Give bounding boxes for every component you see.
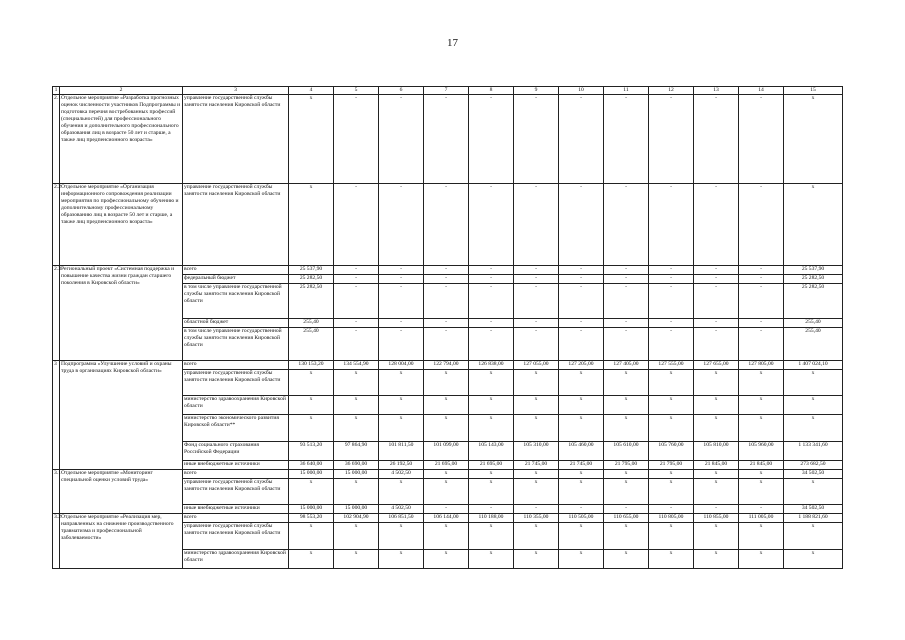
amount-cell: - bbox=[739, 95, 784, 184]
amount-cell: - bbox=[649, 184, 694, 266]
amount-cell: x bbox=[649, 470, 694, 479]
amount-cell: - bbox=[649, 328, 694, 361]
amount-cell: - bbox=[604, 184, 649, 266]
amount-cell: 21 795,00 bbox=[604, 461, 649, 470]
amount-cell: - bbox=[739, 319, 784, 328]
amount-cell: 25 282,50 bbox=[289, 275, 334, 284]
amount-cell: - bbox=[514, 505, 559, 514]
amount-cell: 106 851,50 bbox=[379, 514, 424, 523]
table-row bbox=[53, 361, 843, 370]
amount-cell: x bbox=[559, 550, 604, 569]
amount-cell: 26 192,50 bbox=[379, 461, 424, 470]
amount-cell: - bbox=[514, 284, 559, 319]
amount-cell: 34 502,50 bbox=[784, 470, 843, 479]
amount-cell: x bbox=[784, 95, 843, 184]
amount-cell: 102 904,90 bbox=[334, 514, 379, 523]
funding-source: министерство экономического развития Кировской области** bbox=[183, 415, 289, 442]
amount-cell: - bbox=[604, 319, 649, 328]
amount-cell: x bbox=[469, 370, 514, 396]
header-cell: 7 bbox=[424, 87, 469, 95]
header-cell: 4 bbox=[289, 87, 334, 95]
header-cell: 11 bbox=[604, 87, 649, 95]
amount-cell: - bbox=[604, 266, 649, 275]
amount-cell: x bbox=[424, 550, 469, 569]
amount-cell: 25 282,50 bbox=[289, 284, 334, 319]
amount-cell: x bbox=[469, 415, 514, 442]
header-cell: 13 bbox=[694, 87, 739, 95]
amount-cell: x bbox=[559, 479, 604, 505]
amount-cell: 106 144,00 bbox=[424, 514, 469, 523]
amount-cell: - bbox=[694, 328, 739, 361]
row-number: 2.2 bbox=[53, 184, 60, 266]
amount-cell: x bbox=[739, 550, 784, 569]
amount-cell: 25 282,50 bbox=[784, 275, 843, 284]
header-cell: 15 bbox=[784, 87, 843, 95]
amount-cell: - bbox=[514, 266, 559, 275]
amount-cell: x bbox=[379, 396, 424, 415]
amount-cell: x bbox=[289, 396, 334, 415]
amount-cell: - bbox=[424, 284, 469, 319]
amount-cell: - bbox=[559, 95, 604, 184]
amount-cell: - bbox=[514, 184, 559, 266]
header-row bbox=[53, 87, 843, 95]
row-number: 2.1 bbox=[53, 95, 60, 184]
amount-cell: - bbox=[649, 505, 694, 514]
amount-cell: x bbox=[379, 550, 424, 569]
amount-cell: x bbox=[469, 550, 514, 569]
amount-cell: - bbox=[739, 328, 784, 361]
amount-cell: - bbox=[424, 275, 469, 284]
amount-cell: x bbox=[334, 370, 379, 396]
header-cell: 2 bbox=[60, 87, 183, 95]
budget-table bbox=[52, 86, 843, 569]
amount-cell: - bbox=[469, 266, 514, 275]
amount-cell: - bbox=[559, 184, 604, 266]
amount-cell: - bbox=[334, 328, 379, 361]
amount-cell: x bbox=[694, 470, 739, 479]
table-row bbox=[53, 95, 843, 184]
amount-cell: - bbox=[379, 275, 424, 284]
amount-cell: 21 845,00 bbox=[694, 461, 739, 470]
amount-cell: x bbox=[514, 550, 559, 569]
amount-cell: - bbox=[559, 275, 604, 284]
amount-cell: x bbox=[424, 415, 469, 442]
measure-name: Отдельное мероприятие «Разработка прогнозных оценок численности участников Подпрограммы и подготовка перечня востребованных профессий (специальностей) для профессионального обучения и дополнительного профессионального образования лиц в возрасте 50 лет и старше, а также лиц предпенсионного возраста» bbox=[60, 95, 183, 184]
row-number: 3.1 bbox=[53, 470, 60, 514]
amount-cell: - bbox=[334, 184, 379, 266]
amount-cell: x bbox=[604, 550, 649, 569]
amount-cell: x bbox=[649, 479, 694, 505]
amount-cell: - bbox=[739, 266, 784, 275]
amount-cell: x bbox=[469, 523, 514, 550]
amount-cell: - bbox=[694, 505, 739, 514]
amount-cell: - bbox=[334, 319, 379, 328]
header-cell: 3 bbox=[183, 87, 289, 95]
amount-cell: x bbox=[379, 479, 424, 505]
amount-cell: x bbox=[649, 523, 694, 550]
amount-cell: - bbox=[379, 95, 424, 184]
amount-cell: 110 805,00 bbox=[649, 514, 694, 523]
amount-cell: x bbox=[559, 470, 604, 479]
amount-cell: 110 505,00 bbox=[559, 514, 604, 523]
amount-cell: - bbox=[424, 184, 469, 266]
amount-cell: 15 000,00 bbox=[334, 505, 379, 514]
amount-cell: 15 000,00 bbox=[289, 470, 334, 479]
amount-cell: - bbox=[469, 284, 514, 319]
amount-cell: x bbox=[334, 479, 379, 505]
amount-cell: x bbox=[784, 415, 843, 442]
amount-cell: - bbox=[694, 95, 739, 184]
amount-cell: 127 805,00 bbox=[739, 361, 784, 370]
amount-cell: x bbox=[739, 370, 784, 396]
amount-cell: 128 004,00 bbox=[379, 361, 424, 370]
amount-cell: x bbox=[334, 396, 379, 415]
amount-cell: 127 555,00 bbox=[649, 361, 694, 370]
amount-cell: 122 794,00 bbox=[424, 361, 469, 370]
amount-cell: - bbox=[649, 284, 694, 319]
funding-source: федеральный бюджет bbox=[183, 275, 289, 284]
amount-cell: x bbox=[604, 523, 649, 550]
funding-source: всего bbox=[183, 361, 289, 370]
table-row bbox=[53, 514, 843, 523]
amount-cell: - bbox=[334, 266, 379, 275]
amount-cell: x bbox=[784, 184, 843, 266]
amount-cell: 93 513,20 bbox=[289, 442, 334, 461]
amount-cell: - bbox=[604, 284, 649, 319]
amount-cell: - bbox=[514, 275, 559, 284]
amount-cell: x bbox=[424, 396, 469, 415]
amount-cell: - bbox=[559, 328, 604, 361]
measure-name: Отдельное мероприятие «Реализация мер, направленных на снижение производственного травматизма и профессиональной заболеваемости» bbox=[60, 514, 183, 569]
amount-cell: 21 845,00 bbox=[739, 461, 784, 470]
amount-cell: - bbox=[514, 319, 559, 328]
amount-cell: 255,40 bbox=[784, 319, 843, 328]
amount-cell: - bbox=[334, 284, 379, 319]
amount-cell: 15 000,00 bbox=[289, 505, 334, 514]
amount-cell: x bbox=[784, 479, 843, 505]
amount-cell: - bbox=[469, 184, 514, 266]
amount-cell: - bbox=[379, 284, 424, 319]
table-row bbox=[53, 266, 843, 275]
amount-cell: x bbox=[514, 523, 559, 550]
amount-cell: x bbox=[559, 370, 604, 396]
amount-cell: x bbox=[649, 550, 694, 569]
amount-cell: x bbox=[289, 550, 334, 569]
funding-source: министерство здравоохранения Кировской области bbox=[183, 396, 289, 415]
amount-cell: 1 188 821,60 bbox=[784, 514, 843, 523]
amount-cell: 97 864,90 bbox=[334, 442, 379, 461]
row-number: 3.2 bbox=[53, 514, 60, 569]
amount-cell: - bbox=[469, 328, 514, 361]
amount-cell: 36 690,00 bbox=[334, 461, 379, 470]
row-number: 3 bbox=[53, 361, 60, 470]
amount-cell: 255,40 bbox=[784, 328, 843, 361]
amount-cell: 110 355,00 bbox=[514, 514, 559, 523]
measure-name: Отдельное мероприятие «Мониторинг специальной оценки условий труда» bbox=[60, 470, 183, 514]
amount-cell: x bbox=[784, 523, 843, 550]
amount-cell: x bbox=[469, 479, 514, 505]
amount-cell: x bbox=[784, 370, 843, 396]
amount-cell: x bbox=[424, 370, 469, 396]
amount-cell: 127 655,00 bbox=[694, 361, 739, 370]
amount-cell: 21 695,00 bbox=[424, 461, 469, 470]
amount-cell: - bbox=[694, 184, 739, 266]
amount-cell: - bbox=[559, 284, 604, 319]
amount-cell: x bbox=[469, 396, 514, 415]
amount-cell: 110 655,00 bbox=[604, 514, 649, 523]
header-cell: 12 bbox=[649, 87, 694, 95]
amount-cell: 25 537,90 bbox=[784, 266, 843, 275]
amount-cell: x bbox=[604, 470, 649, 479]
table-row bbox=[53, 470, 843, 479]
amount-cell: 105 610,00 bbox=[604, 442, 649, 461]
amount-cell: 34 502,50 bbox=[784, 505, 843, 514]
funding-source: областной бюджет bbox=[183, 319, 289, 328]
amount-cell: 105 760,00 bbox=[649, 442, 694, 461]
amount-cell: x bbox=[424, 470, 469, 479]
amount-cell: x bbox=[289, 415, 334, 442]
amount-cell: x bbox=[694, 396, 739, 415]
amount-cell: x bbox=[694, 479, 739, 505]
amount-cell: 255,40 bbox=[289, 319, 334, 328]
amount-cell: x bbox=[469, 470, 514, 479]
amount-cell: x bbox=[289, 370, 334, 396]
header-cell: 9 bbox=[514, 87, 559, 95]
header-cell: 8 bbox=[469, 87, 514, 95]
header-cell: 5 bbox=[334, 87, 379, 95]
amount-cell: 4 502,50 bbox=[379, 505, 424, 514]
amount-cell: - bbox=[604, 95, 649, 184]
page-number: 17 bbox=[447, 37, 458, 49]
amount-cell: x bbox=[379, 370, 424, 396]
funding-source: управление государственной службы занятости населения Кировской области bbox=[183, 184, 289, 266]
amount-cell: - bbox=[694, 284, 739, 319]
amount-cell: 21 745,00 bbox=[559, 461, 604, 470]
amount-cell: - bbox=[649, 275, 694, 284]
amount-cell: x bbox=[424, 479, 469, 505]
header-cell: 1 bbox=[53, 87, 60, 95]
amount-cell: x bbox=[559, 396, 604, 415]
amount-cell: 4 502,50 bbox=[379, 470, 424, 479]
amount-cell: x bbox=[334, 523, 379, 550]
funding-source: всего bbox=[183, 514, 289, 523]
amount-cell: 101 811,50 bbox=[379, 442, 424, 461]
amount-cell: x bbox=[604, 370, 649, 396]
amount-cell: - bbox=[469, 275, 514, 284]
funding-source: иные внебюджетные источники bbox=[183, 505, 289, 514]
amount-cell: x bbox=[424, 523, 469, 550]
row-number: 2.3 bbox=[53, 266, 60, 361]
amount-cell: - bbox=[604, 328, 649, 361]
header-cell: 14 bbox=[739, 87, 784, 95]
amount-cell: - bbox=[334, 95, 379, 184]
amount-cell: - bbox=[559, 319, 604, 328]
funding-source: управление государственной службы занятости населения Кировской области bbox=[183, 523, 289, 550]
amount-cell: 15 000,00 bbox=[334, 470, 379, 479]
amount-cell: - bbox=[379, 328, 424, 361]
amount-cell: 105 460,00 bbox=[559, 442, 604, 461]
amount-cell: 110 855,00 bbox=[694, 514, 739, 523]
amount-cell: - bbox=[739, 275, 784, 284]
header-cell: 10 bbox=[559, 87, 604, 95]
amount-cell: 98 553,20 bbox=[289, 514, 334, 523]
amount-cell: - bbox=[424, 328, 469, 361]
header-cell: 6 bbox=[379, 87, 424, 95]
amount-cell: 255,40 bbox=[289, 328, 334, 361]
amount-cell: x bbox=[649, 396, 694, 415]
amount-cell: x bbox=[694, 415, 739, 442]
amount-cell: - bbox=[694, 319, 739, 328]
amount-cell: 127 405,00 bbox=[604, 361, 649, 370]
funding-source: в том числе управление государственной службы занятости населения Кировской области bbox=[183, 328, 289, 361]
amount-cell: 134 554,90 bbox=[334, 361, 379, 370]
measure-name: Отдельное мероприятие «Организация информационного сопровождения реализации мероприятия по профессиональному обучению и дополнительному профессиональному образованию лиц в возрасте 50 лет и старше, а также лиц предпенсионного возраста» bbox=[60, 184, 183, 266]
amount-cell: - bbox=[514, 95, 559, 184]
amount-cell: - bbox=[739, 184, 784, 266]
amount-cell: - bbox=[424, 95, 469, 184]
amount-cell: x bbox=[514, 415, 559, 442]
amount-cell: - bbox=[424, 505, 469, 514]
amount-cell: 21 745,00 bbox=[514, 461, 559, 470]
amount-cell: x bbox=[559, 523, 604, 550]
amount-cell: x bbox=[694, 370, 739, 396]
amount-cell: 105 810,00 bbox=[694, 442, 739, 461]
amount-cell: x bbox=[289, 523, 334, 550]
amount-cell: x bbox=[604, 396, 649, 415]
amount-cell: x bbox=[379, 415, 424, 442]
amount-cell: - bbox=[739, 284, 784, 319]
amount-cell: - bbox=[604, 275, 649, 284]
amount-cell: - bbox=[694, 266, 739, 275]
funding-source: управление государственной службы занятости населения Кировской области bbox=[183, 95, 289, 184]
amount-cell: x bbox=[604, 479, 649, 505]
amount-cell: 21 695,00 bbox=[469, 461, 514, 470]
funding-source: всего bbox=[183, 470, 289, 479]
amount-cell: - bbox=[469, 319, 514, 328]
amount-cell: - bbox=[469, 95, 514, 184]
funding-source: всего bbox=[183, 266, 289, 275]
amount-cell: 111 005,00 bbox=[739, 514, 784, 523]
funding-source: в том числе управление государственной службы занятости населения Кировской области bbox=[183, 284, 289, 319]
amount-cell: x bbox=[604, 415, 649, 442]
amount-cell: 110 188,00 bbox=[469, 514, 514, 523]
amount-cell: 25 282,50 bbox=[784, 284, 843, 319]
amount-cell: x bbox=[514, 479, 559, 505]
amount-cell: 36 640,00 bbox=[289, 461, 334, 470]
amount-cell: x bbox=[649, 370, 694, 396]
amount-cell: x bbox=[289, 479, 334, 505]
funding-source: Фонд социального страхования Российской Федерации bbox=[183, 442, 289, 461]
amount-cell: x bbox=[739, 396, 784, 415]
amount-cell: - bbox=[649, 266, 694, 275]
funding-source: министерство здравоохранения Кировской области bbox=[183, 550, 289, 569]
amount-cell: x bbox=[289, 95, 334, 184]
amount-cell: - bbox=[559, 505, 604, 514]
amount-cell: 127 205,00 bbox=[559, 361, 604, 370]
amount-cell: - bbox=[334, 275, 379, 284]
funding-source: управление государственной службы занятости населения Кировской области bbox=[183, 479, 289, 505]
amount-cell: - bbox=[739, 505, 784, 514]
amount-cell: - bbox=[649, 319, 694, 328]
amount-cell: x bbox=[514, 370, 559, 396]
amount-cell: 273 682,50 bbox=[784, 461, 843, 470]
amount-cell: - bbox=[379, 319, 424, 328]
amount-cell: - bbox=[604, 505, 649, 514]
amount-cell: - bbox=[379, 184, 424, 266]
amount-cell: - bbox=[469, 505, 514, 514]
amount-cell: x bbox=[559, 415, 604, 442]
amount-cell: x bbox=[694, 550, 739, 569]
amount-cell: 101 099,00 bbox=[424, 442, 469, 461]
amount-cell: - bbox=[424, 266, 469, 275]
amount-cell: x bbox=[514, 470, 559, 479]
amount-cell: x bbox=[289, 184, 334, 266]
table-row bbox=[53, 184, 843, 266]
amount-cell: 25 537,90 bbox=[289, 266, 334, 275]
funding-source: управление государственной службы занятости населения Кировской области bbox=[183, 370, 289, 396]
amount-cell: 105 143,00 bbox=[469, 442, 514, 461]
amount-cell: - bbox=[514, 328, 559, 361]
amount-cell: - bbox=[694, 275, 739, 284]
amount-cell: - bbox=[559, 266, 604, 275]
amount-cell: x bbox=[334, 550, 379, 569]
funding-source: иные внебюджетные источники bbox=[183, 461, 289, 470]
amount-cell: 1 407 024,10 bbox=[784, 361, 843, 370]
amount-cell: x bbox=[379, 523, 424, 550]
amount-cell: x bbox=[649, 415, 694, 442]
amount-cell: x bbox=[739, 415, 784, 442]
amount-cell: - bbox=[649, 95, 694, 184]
amount-cell: x bbox=[784, 550, 843, 569]
amount-cell: 1 133 341,60 bbox=[784, 442, 843, 461]
amount-cell: x bbox=[334, 415, 379, 442]
amount-cell: x bbox=[514, 396, 559, 415]
amount-cell: 105 960,00 bbox=[739, 442, 784, 461]
amount-cell: x bbox=[694, 523, 739, 550]
amount-cell: - bbox=[379, 266, 424, 275]
amount-cell: 130 153,20 bbox=[289, 361, 334, 370]
amount-cell: - bbox=[424, 319, 469, 328]
amount-cell: 21 795,00 bbox=[649, 461, 694, 470]
amount-cell: 105 310,00 bbox=[514, 442, 559, 461]
amount-cell: 127 055,00 bbox=[514, 361, 559, 370]
amount-cell: x bbox=[739, 523, 784, 550]
amount-cell: x bbox=[739, 470, 784, 479]
measure-name: Региональный проект «Системная поддержка и повышение качества жизни граждан старшего поколения в Кировской области» bbox=[60, 266, 183, 361]
amount-cell: x bbox=[784, 396, 843, 415]
amount-cell: x bbox=[739, 479, 784, 505]
measure-name: Подпрограмма «Улучшение условий и охраны труда в организациях Кировской области» bbox=[60, 361, 183, 470]
amount-cell: 126 838,00 bbox=[469, 361, 514, 370]
